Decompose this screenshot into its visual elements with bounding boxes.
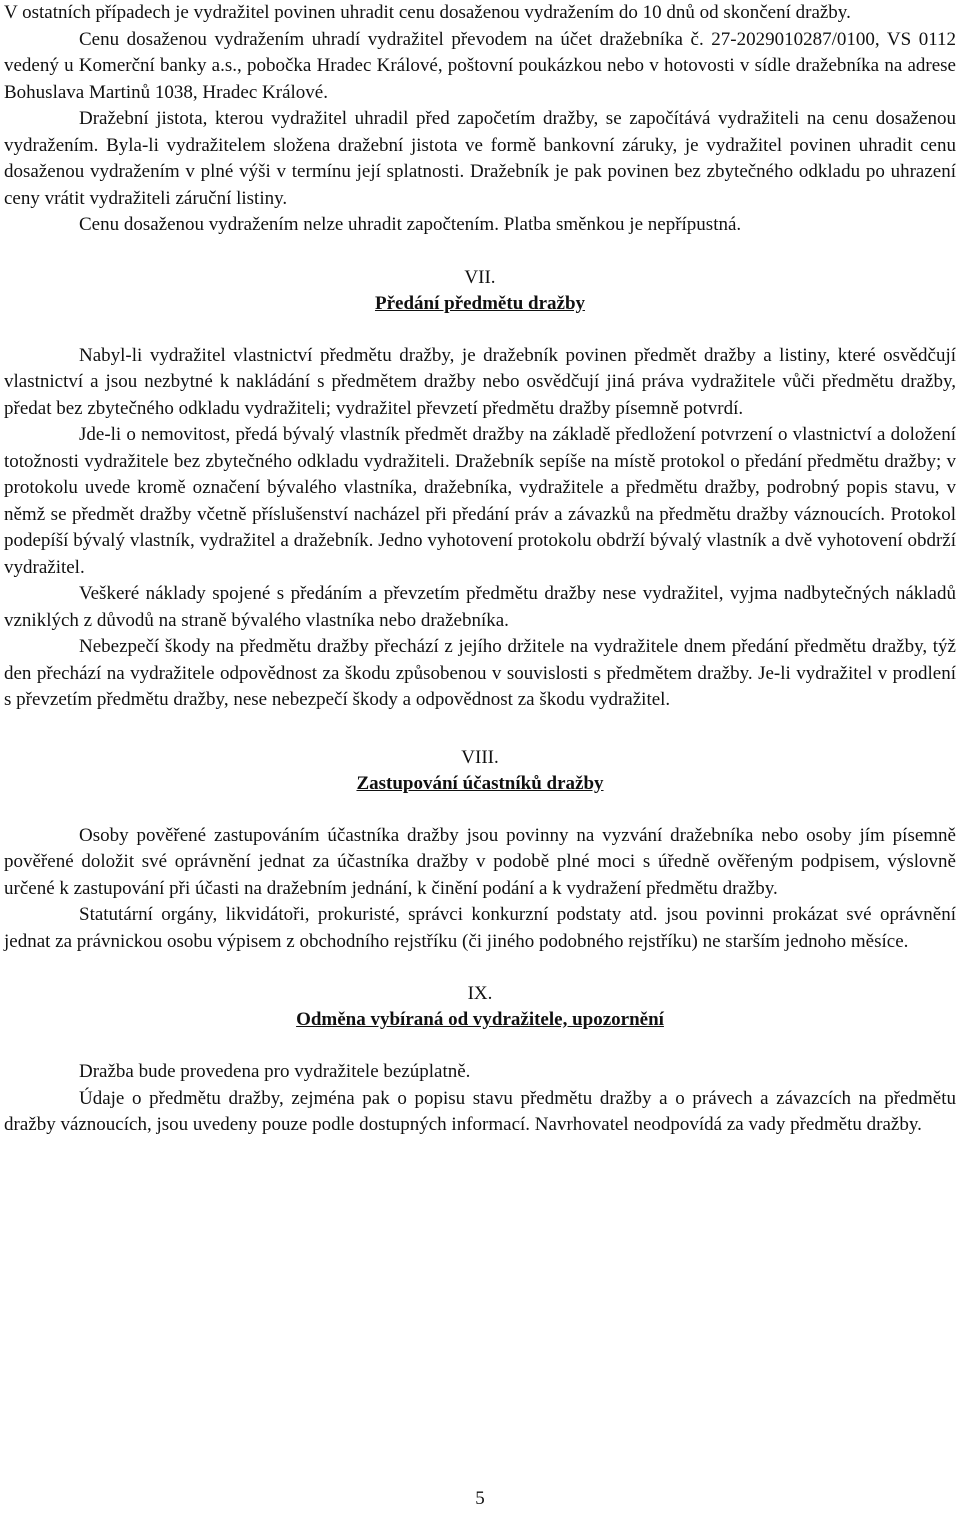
paragraph-no-offset: Cenu dosaženou vydražením nelze uhradit započtením. Platba směnkou je nepřípustná. [79,214,742,235]
paragraph-representation-proxy: Osoby pověřené zastupováním účastníka dražby jsou povinny na vyzvání dražebníka nebo osoby jím písemně pověřené doložit své oprávnění jednat za účastníka dražby v podobě plné moci s úředně ověřeným podpisem, výslovně určené k zastupování při účasti na dražebním jednání, k činění podání a k vydražení předmětu dražby. [4,824,956,899]
document-page [4,0,956,1139]
paragraph-handover-ownership: Nabyl-li vydražitel vlastnictví předmětu dražby, je dražebník povinen předmět dražby a listiny, které osvědčují vlastnictví a jsou nezbytné k nakládání s předmětem dražby nebo osvědčují jiná práva vydražitele vůči předmětu dražby, předat bez zbytečného odkladu vydražiteli; vydražitel převzetí předmětu dražby písemně potvrdí. [4,344,956,419]
paragraph-payment-deadline: V ostatních případech je vydražitel povinen uhradit cenu dosaženou vydražením do 10 dnů od skončení dražby. [4,2,851,23]
paragraph-handover-costs: Veškeré náklady spojené s předáním a převzetím předmětu dražby nese vydražitel, vyjma nadbytečných nákladů vzniklých z důvodů na straně bývalého vlastníka nebo dražebníka. [4,583,956,631]
paragraph-damage-risk: Nebezpečí škody na předmětu dražby přechází z jejího držitele na vydražitele dnem předání předmětu dražby, týž den přechází na vydražitele odpovědnost za škodu způsobenou v souvislosti s předmětem dražby. Je-li vydražitel v prodlení s převzetím předmětu dražby, nese nebezpečí škody a odpovědnost za škodu vydražitel. [4,636,956,710]
paragraph-deposit: Dražební jistota, kterou vydražitel uhradil před započetím dražby, se započítává vydražiteli na cenu dosaženou vydražením. Byla-li vydražitelem složena dražební jistota ve formě bankovní záruky, je vydražitel povinen uhradit cenu dosaženou vydražením v plné výši v termínu její splatnosti. Dražebník je pak povinen bez zbytečného odkladu po uhrazení ceny vrátit vydražiteli záruční listiny. [4,108,956,209]
section-number-vii: VII. [464,266,496,288]
section-title-ix: Odměna vybíraná od vydražitele, upozornění [296,1009,664,1030]
paragraph-handover-property: Jde-li o nemovitost, předá bývalý vlastník předmět dražby na základě předložení potvrzení o vlastnictví a doložení totožnosti vydražitele bez zbytečného odkladu vydražiteli. Dražebník sepíše na místě protokol o předání předmětu dražby; v protokolu uvede kromě označení bývalého vlastníka, dražebníka, vydražitele a předmětu dražby, podrobný popis stavu, v němž se předmět dražby včetně příslušenství nacházel při předání práv a závazků na předmětu dražby váznoucích. Protokol podepíší bývalý vlastník, vydražitel a dražebník. Jedno vyhotovení protokolu obdrží bývalý vlastník a dvě vyhotovení obdrží vydražitel. [4,424,956,578]
section-title-viii: Zastupování účastníků dražby [356,772,604,794]
section-number-viii: VIII. [461,746,499,768]
paragraph-representation-statutory: Statutární orgány, likvidátoři, prokuristé, správci konkurzní podstaty atd. jsou povinni prokázat své oprávnění jednat za právnickou osobu výpisem z obchodního rejstříku (či jiného podobného rejstříku) ne starším jednoho měsíce. [4,904,956,952]
paragraph-disclaimer: Údaje o předmětu dražby, zejména pak o popisu stavu předmětu dražby a o právech a závazcích na předmětu dražby váznoucích, jsou uvedeny pouze podle dostupných informací. Navrhovatel neodpovídá za vady předmětu dražby. [4,1087,956,1135]
page-number: 5 [475,1488,485,1509]
section-title-vii: Předání předmětu dražby [374,292,586,314]
section-number-ix: IX. [467,983,493,1004]
paragraph-payment-methods: Cenu dosaženou vydražením uhradí vydražitel převodem na účet dražebníka č. 27-2029010287/0100, VS 0112 vedený u Komerční banky a.s., pobočka Hradec Králové, poštovní poukázkou nebo v hotovosti v sídle dražebníka na adrese Bohuslava Martinů 1038, Hradec Králové. [4,28,956,103]
paragraph-fee: Dražba bude provedena pro vydražitele bezúplatně. [79,1061,471,1082]
